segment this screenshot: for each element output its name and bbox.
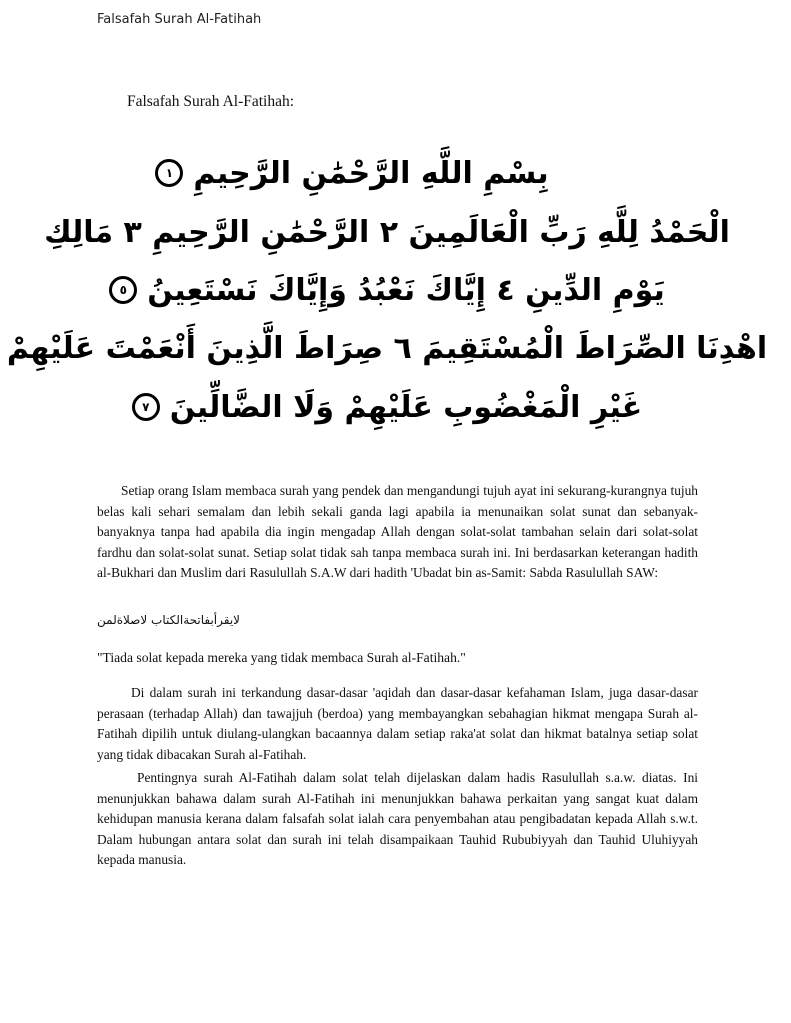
ayah-number-7: ٧ <box>132 393 160 421</box>
ayah-number-5: ٥ <box>109 276 137 304</box>
running-header: Falsafah Surah Al-Fatihah <box>97 12 262 27</box>
ayah-number-1: ١ <box>155 159 183 187</box>
verse-text: اهْدِنَا الصِّرَاطَ الْمُسْتَقِيمَ ٦ صِرَاطَ الَّذِينَ أَنْعَمْتَ عَلَيْهِمْ <box>6 330 768 366</box>
verse-line-2 <box>44 203 730 261</box>
paragraph-1: Setiap orang Islam membaca surah yang pendek dan mengandungi tujuh ayat ini sekurang-kurangnya tujuh belas kali sehari semalam dan lebih sekali ganda lagi apabila ia menunaikan solat sunat dan sebanyak-banyaknya tanpa had apabila dia ingin mengadap Allah dengan solat-solat tambahan selain dari solat-solat fardhu dan solat-solat sunat. Setiap solat tidak sah tanpa membaca surah ini. Ini berdasarkan keterangan hadith al-Bukhari dan Muslim dari Rasulullah S.A.W dari hadith 'Ubadat bin as-Samit: Sabda Rasulullah SAW: <box>97 483 698 580</box>
verse-line-5 <box>122 377 652 437</box>
surah-fatihah-calligraphy <box>6 143 768 443</box>
verse-text: غَيْرِ الْمَغْضُوبِ عَلَيْهِمْ وَلَا الضَّالِّينَ <box>169 389 643 425</box>
arabic-hadith-quote: لايقرأبفاتحةالكتاب لاصلاةلمن <box>97 613 241 627</box>
section-title: Falsafah Surah Al-Fatihah: <box>127 93 295 110</box>
verse-text: الْحَمْدُ لِلَّهِ رَبِّ الْعَالَمِينَ ٢ الرَّحْمَٰنِ الرَّحِيمِ ٣ مَالِكِ <box>44 214 730 250</box>
verse-line-1 <box>122 143 652 203</box>
verse-line-3 <box>119 261 665 319</box>
paragraph-3: Pentingnya surah Al-Fatihah dalam solat telah dijelaskan dalam hadis Rasulullah s.a.w. diatas. Ini menunjukkan bahawa dalam surah Al-Fatihah ini menunjukkan bahawa perkaitan yang sangat kuat dalam kehidupan manusia kerana dalam falsafah solat ialah cara penyembahan atau pengibadatan kepada Allah s.w.t. Dalam hubungan antara solat dan surah ini telah disampaikaan Tauhid Rububiyyah dan Tauhid Uluhiyyah kepada manusia. <box>97 770 698 867</box>
verse-text: بِسْمِ اللَّهِ الرَّحْمَٰنِ الرَّحِيمِ <box>193 155 549 191</box>
verse-line-4 <box>6 319 768 377</box>
hadith-translation: "Tiada solat kepada mereka yang tidak membaca Surah al-Fatihah." <box>97 650 466 665</box>
verse-text: يَوْمِ الدِّينِ ٤ إِيَّاكَ نَعْبُدُ وَإِيَّاكَ نَسْتَعِينُ <box>147 272 665 308</box>
paragraph-2: Di dalam surah ini terkandung dasar-dasar 'aqidah dan dasar-dasar kefahaman Islam, juga dasar-dasar perasaan (terhadap Allah) dan tawajjuh (berdoa) yang membayangkan sebahagian hikmat mengapa Surah al-Fatihah dipilih untuk diulang-ulangkan bacaannya dalam setiap raka'at solat dan hikmat batalnya setiap solat yang tidak dibacakan Surah al-Fatihah. <box>97 685 698 762</box>
